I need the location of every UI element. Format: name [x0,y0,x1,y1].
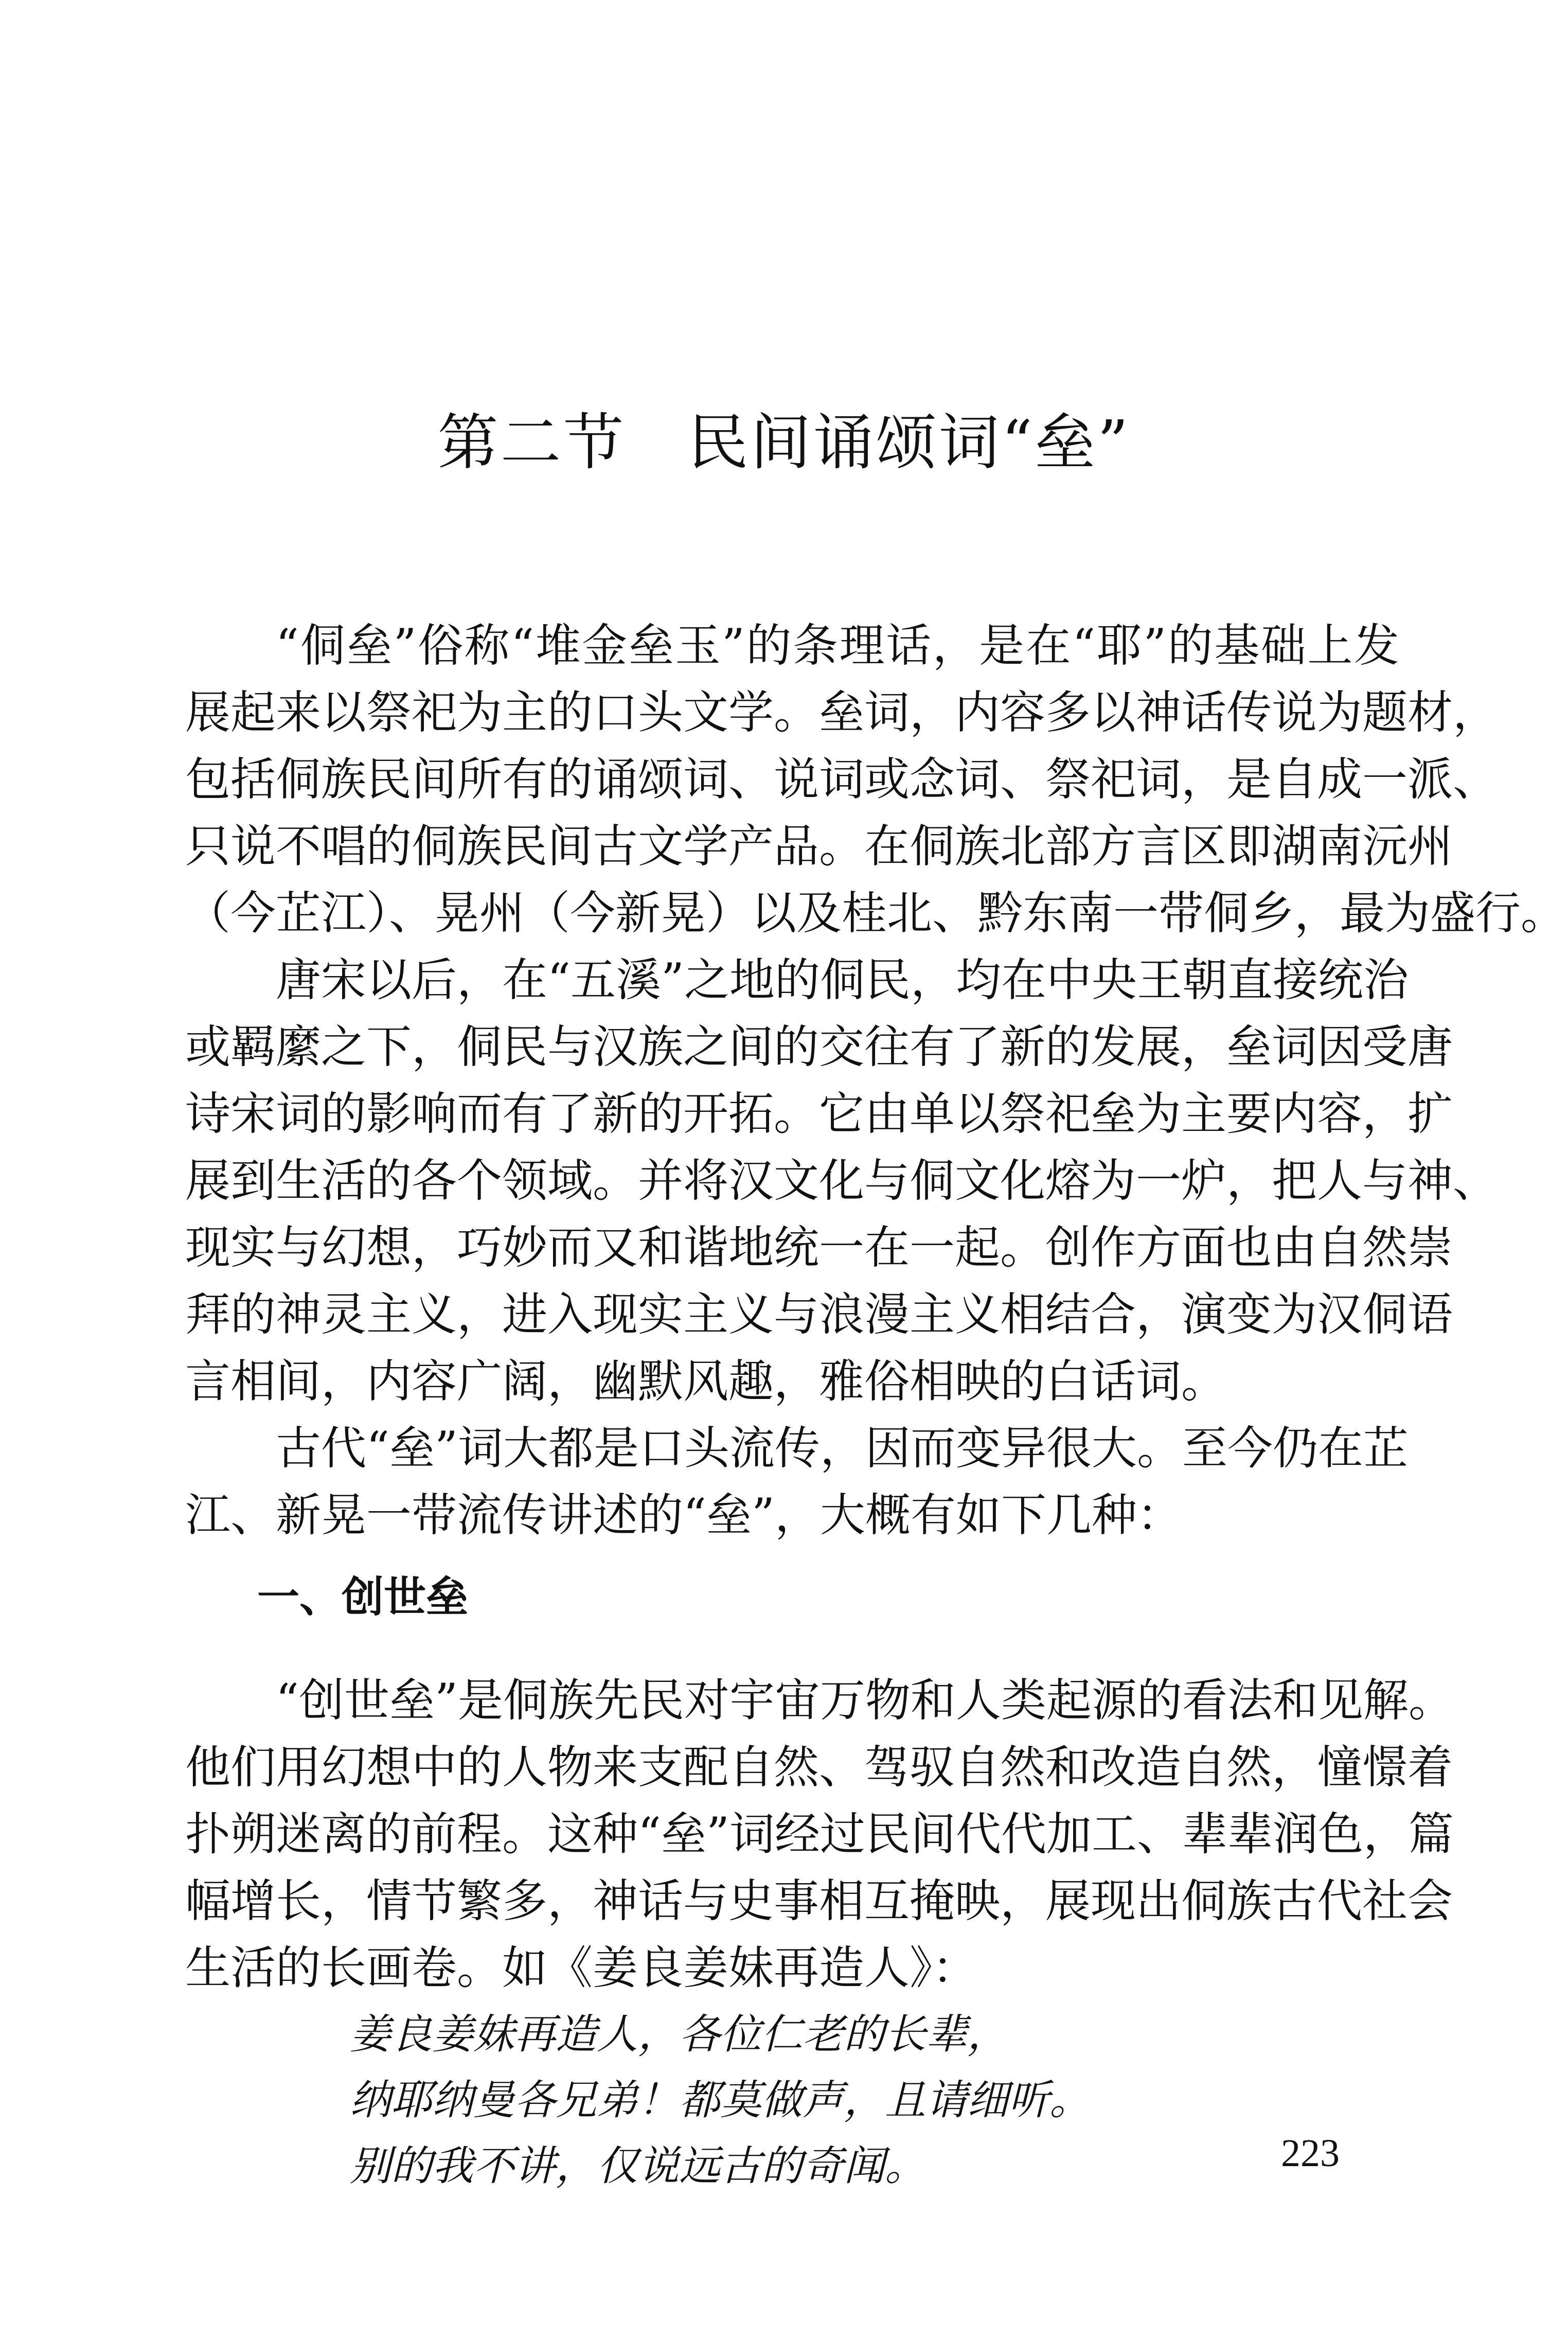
text-line: （今芷江）、晃州（今新晃）以及桂北、黔东南一带侗乡，最为盛行。 [185,887,1566,940]
poem-line: 姜良姜妹再造人，各位仁老的长辈， [350,2010,1008,2058]
poem-block [350,2001,1091,2199]
text-line: 现实与幻想，巧妙而又和谐地统一在一起。创作方面也由自然崇 [185,1221,1453,1274]
section-title-text: 民间诵颂词“垒” [687,407,1131,478]
text-line: 展到生活的各个领域。并将汉文化与侗文化熔为一炉，把人与神、 [185,1154,1499,1207]
text-line: 诗宋词的影响而有了新的开拓。它由单以祭祀垒为主要内容，扩 [185,1087,1453,1140]
text-line: 古代“垒”词大都是口头流传，因而变异很大。至今仍在芷 [276,1422,1409,1475]
text-line: “侗垒”俗称“堆金垒玉”的条理话，是在“耶”的基础上发 [276,619,1399,672]
text-line: 展起来以祭祀为主的口头文学。垒词，内容多以神话传说为题材， [185,686,1499,739]
text-line: 江、新晃一带流传讲述的“垒”，大概有如下几种： [185,1489,1182,1541]
paragraph-2 [185,947,1499,1415]
text-line: 生活的长画卷。如《姜良姜妹再造人》： [185,1941,978,1994]
text-line: 扑朔迷离的前程。这种“垒”词经过民间代代加工、辈辈润色，篇 [185,1808,1454,1860]
section-heading: 一、创世垒 [257,1573,469,1622]
text-line: “创世垒”是侗族先民对宇宙万物和人类起源的看法和见解。 [276,1674,1454,1727]
poem-line: 别的我不讲，仅说远古的奇闻。 [350,2142,926,2190]
section-number: 第二节 [437,407,626,478]
paragraph-3 [185,1415,1409,1549]
text-line: 包括侗族民间所有的诵颂词、说词或念词、祭祀词，是自成一派、 [185,753,1499,806]
text-line: 幅增长，情节繁多，神话与史事相互掩映，展现出侗族古代社会 [185,1874,1453,1927]
paragraph-1 [185,612,1566,947]
paragraph-4 [185,1667,1454,2001]
text-line: 他们用幻想中的人物来支配自然、驾驭自然和改造自然，憧憬着 [185,1741,1453,1794]
page-title [0,406,1568,479]
text-line: 拜的神灵主义，进入现实主义与浪漫主义相结合，演变为汉侗语 [185,1288,1453,1341]
text-line: 言相间，内容广阔，幽默风趣，雅俗相映的白话词。 [185,1355,1227,1408]
text-line: 或羁縻之下，侗民与汉族之间的交往有了新的发展，垒词因受唐 [185,1020,1453,1073]
text-line: 唐宋以后，在“五溪”之地的侗民，均在中央王朝直接统治 [276,953,1409,1006]
poem-line: 纳耶纳曼各兄弟！都莫做声，且请细听。 [350,2076,1091,2124]
text-line: 只说不唱的侗族民间古文学产品。在侗族北部方言区即湖南沅州 [185,820,1453,873]
page-number: 223 [1281,2132,1340,2175]
